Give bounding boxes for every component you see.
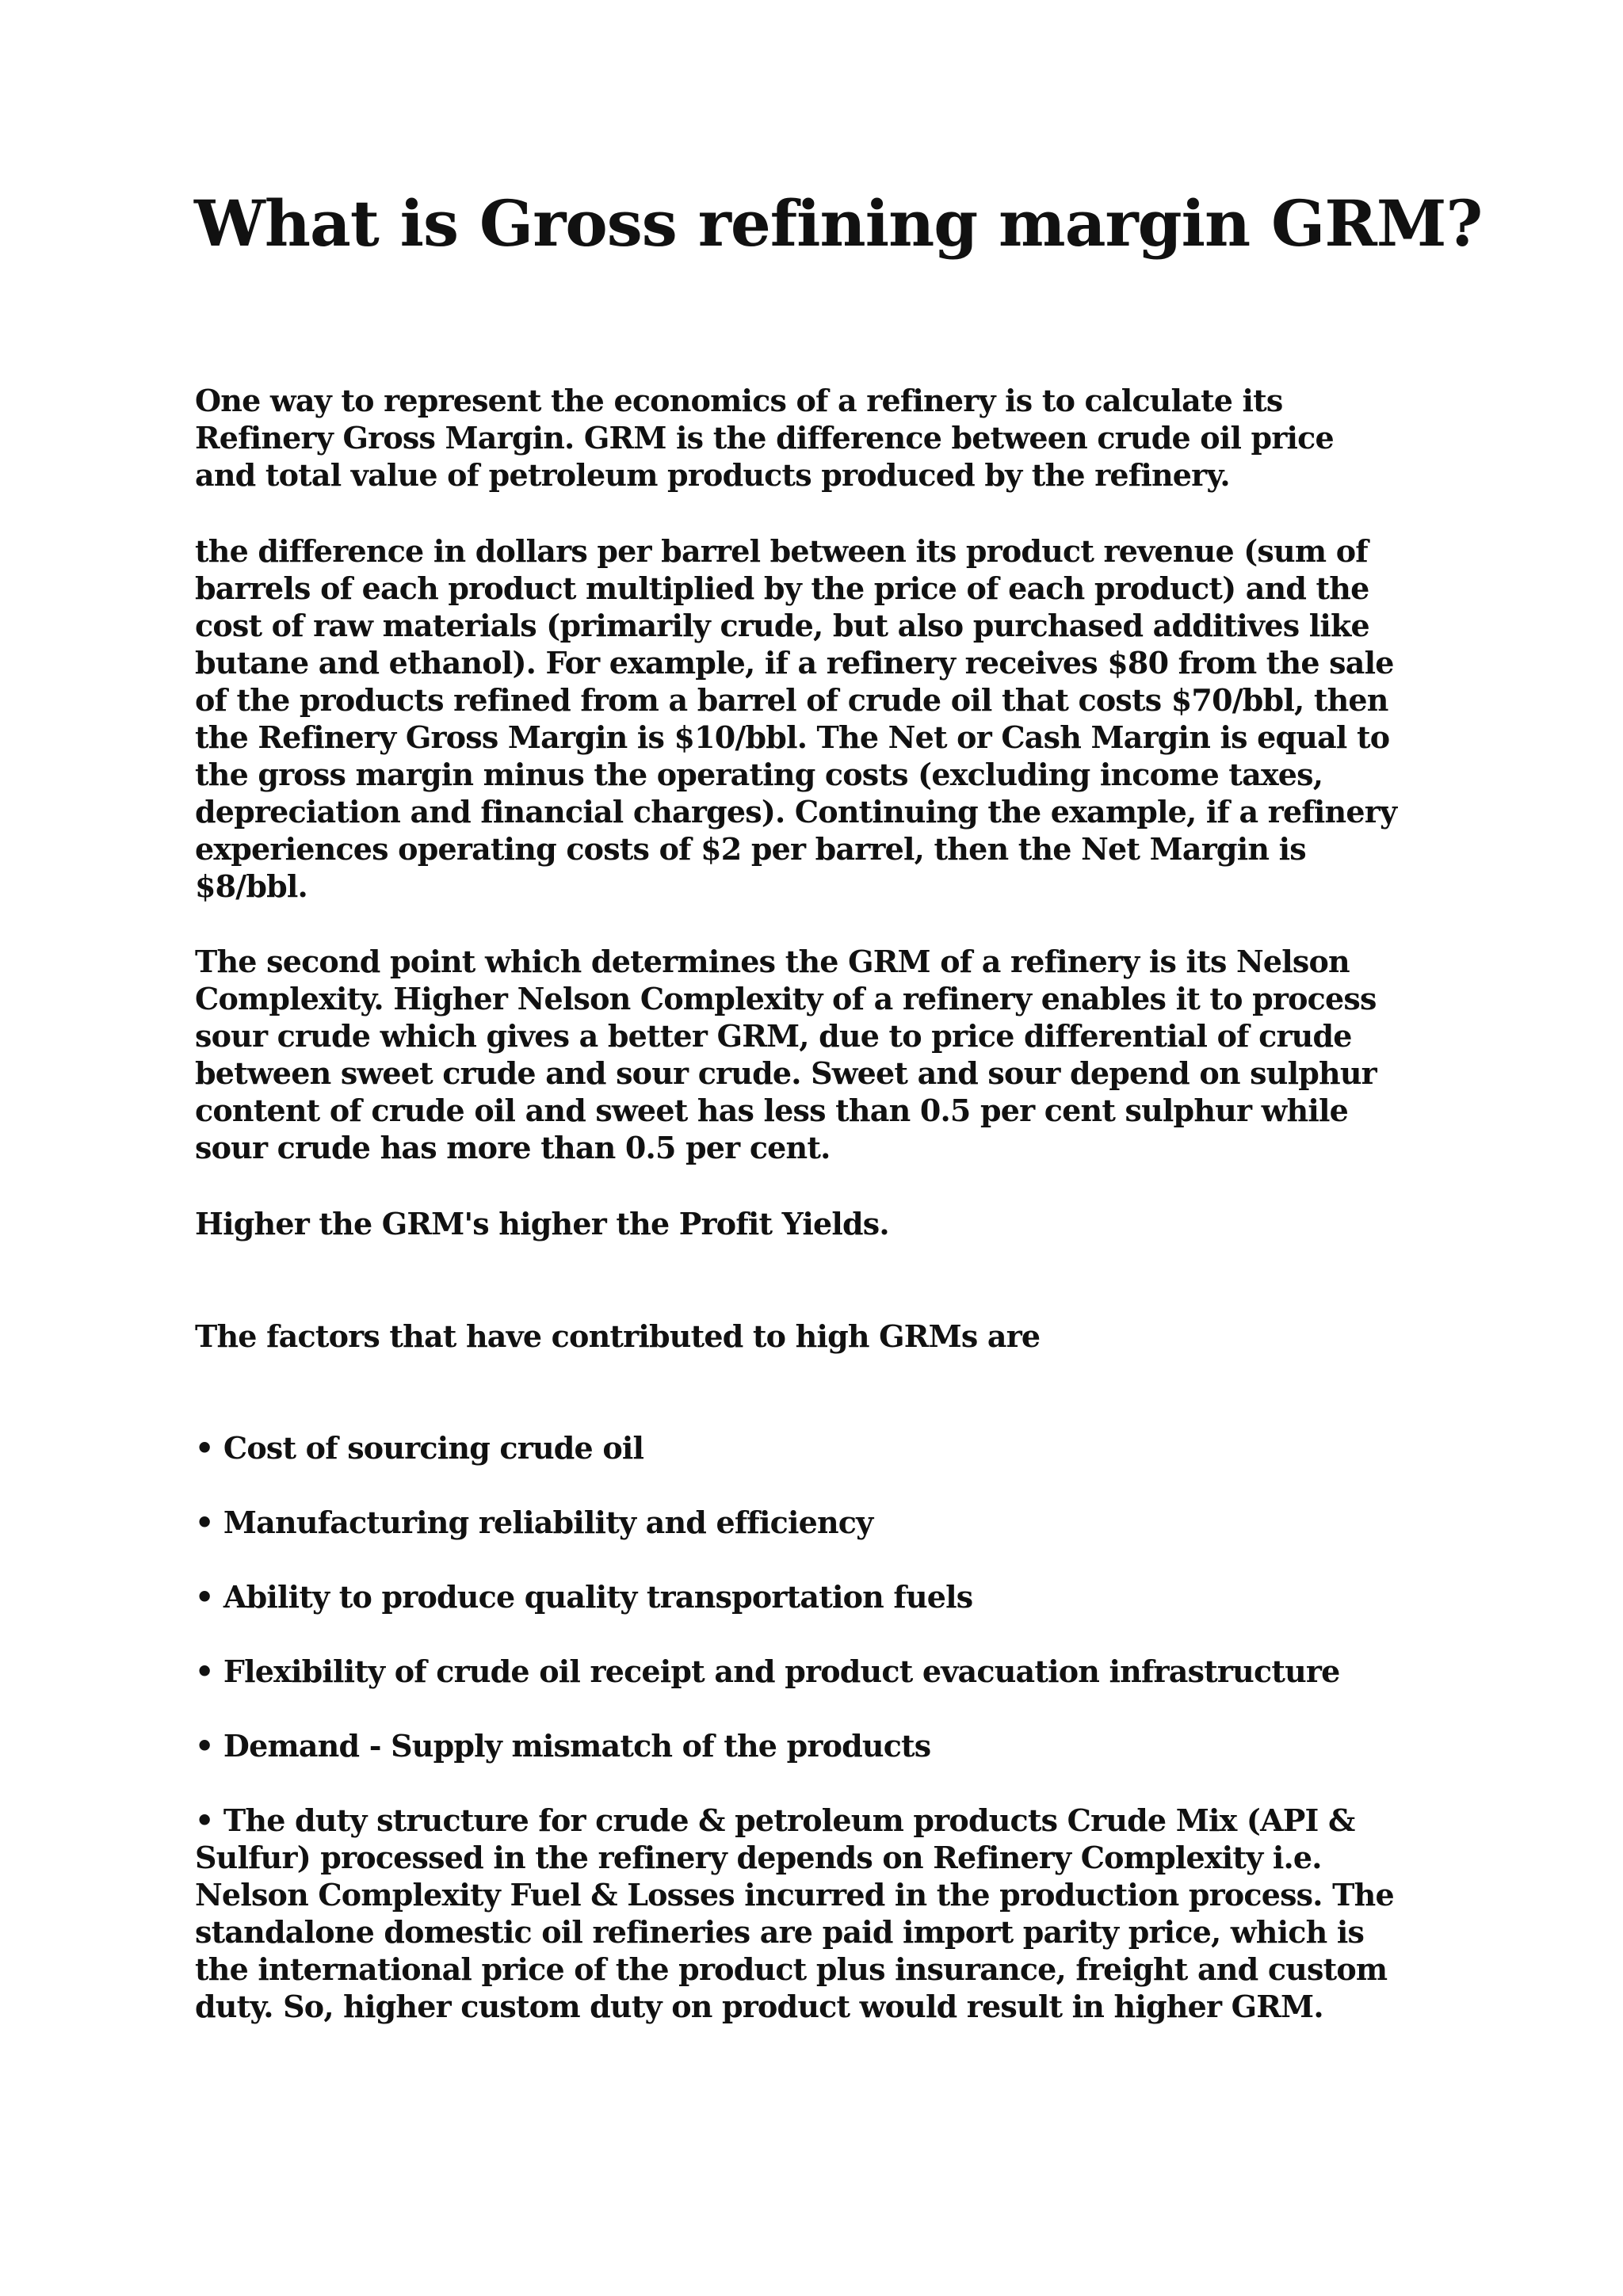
nelson-complexity-paragraph: The second point which determines the GRM of a refinery is its Nelson Complexity. Higher Nelson Complexity of a refinery enables it to process sour crude which gives a better GRM, due to price differential of crude between sweet crude and sour crude. Sweet and sour depend on sulphur content of crude oil and sweet has less than 0.5 per cent sulphur while sour crude has more than 0.5 per cent. (195, 944, 1377, 1165)
factors-intro: The factors that have contributed to high GRMs are (195, 1318, 1041, 1354)
factors-section (195, 1280, 1463, 2100)
definition-paragraph: the difference in dollars per barrel between its product revenue (sum of barrels of each product multiplied by the price of each product) and the cost of raw materials (primarily crude, but also purchased additives like butane and ethanol). For example, if a refinery receives $80 from the sale of the products refined from a barrel of crude oil that costs $70/bbl, then the Refinery Gross Margin is $10/bbl. The Net or Cash Margin is equal to the gross margin minus the operating costs (excluding income taxes, depreciation and financial charges). Continuing the example, if a refinery experiences operating costs of $2 per barrel, then the Net Margin is $8/bbl. (195, 533, 1397, 904)
intro-paragraph: One way to represent the economics of a refinery is to calculate its Refinery Gross Margin. GRM is the difference between crude oil price and total value of petroleum products produced by the refinery. (195, 383, 1334, 493)
factor-item: • Manufacturing reliability and efficiency (195, 1505, 873, 1540)
profit-yields-paragraph: Higher the GRM's higher the Profit Yields. (195, 1206, 889, 1241)
factors-list (195, 1392, 1463, 2062)
factor-item: • The duty structure for crude & petroleum products Crude Mix (API & Sulfur) processed in the refinery depends on Refinery Complexity i.e. Nelson Complexity Fuel & Losses incurred in the production process. The standalone domestic oil refineries are paid import parity price, which is the international price of the product plus insurance, freight and custom duty. So, higher custom duty on product would result in higher GRM. (195, 1802, 1394, 2024)
factor-item: • Cost of sourcing crude oil (195, 1430, 644, 1466)
page-title: What is Gross refining margin GRM? (194, 186, 1483, 261)
factor-item: • Demand - Supply mismatch of the products (195, 1728, 931, 1764)
factor-item: • Ability to produce quality transportation fuels (195, 1579, 973, 1615)
factor-item: • Flexibility of crude oil receipt and product evacuation infrastructure (195, 1653, 1340, 1689)
